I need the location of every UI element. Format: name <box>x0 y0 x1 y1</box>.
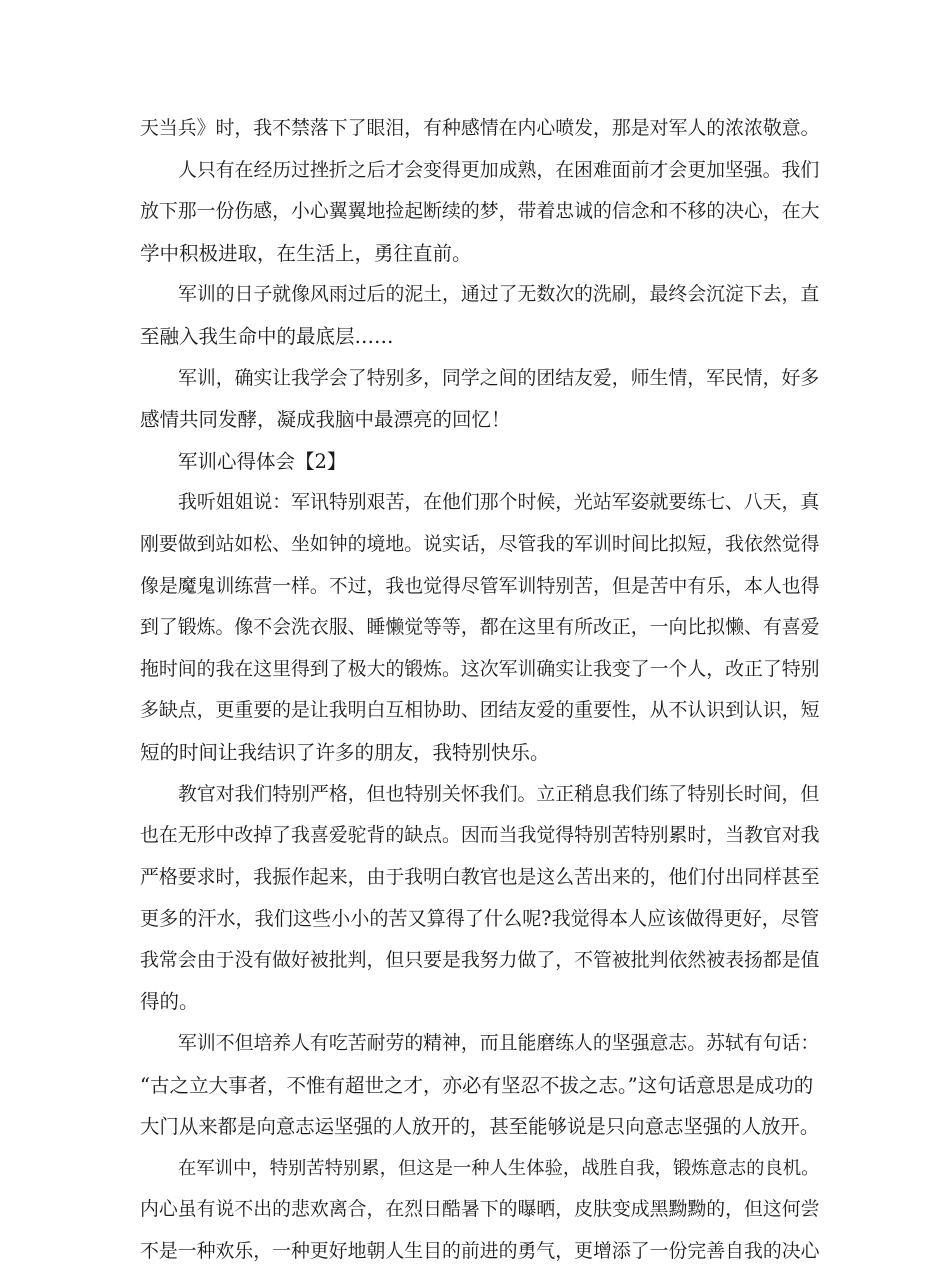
text-line: 放下那一份伤感，小心翼翼地捡起断续的梦，带着忠诚的信念和不移的决心，在大 <box>140 200 820 223</box>
text-line: 拖时间的我在这里得到了极大的锻炼。这次军训确实让我变了一个人，改正了特别 <box>140 657 820 680</box>
text-line: 到了锻炼。像不会洗衣服、睡懒觉等等，都在这里有所改正，一向比拟懒、有喜爱 <box>140 616 820 639</box>
text-line: 大门从来都是向意志运坚强的人放开的，甚至能够说是只向意志坚强的人放开。 <box>140 1115 820 1139</box>
text-line: 我常会由于没有做好被批判，但只要是我努力做了，不管被批判依然被表扬都是值 <box>140 948 820 971</box>
text-line: 更多的汗水，我们这些小小的苦又算得了什么呢?我觉得本人应该做得更好，尽管 <box>140 907 820 931</box>
text-line: 严格要求时，我振作起来，由于我明白教官也是这么苦出来的，他们付出同样甚至 <box>140 865 820 888</box>
text-line: 军训不但培养人有吃苦耐劳的精神，而且能磨练人的坚强意志。苏轼有句话： <box>178 1032 820 1055</box>
text-line: 刚要做到站如松、坐如钟的境地。说实话，尽管我的军训时间比拟短，我依然觉得 <box>140 532 820 555</box>
text-line: 内心虽有说不出的悲欢离合，在烈日酷暑下的曝晒，皮肤变成黑黝黝的，但这何尝 <box>140 1198 820 1221</box>
text-line: 不是一种欢乐，一种更好地朝人生目的前进的勇气，更增添了一份完善自我的决心 <box>140 1240 820 1263</box>
text-line: 得的。 <box>140 990 199 1014</box>
document-body <box>140 108 820 1273</box>
text-line: 我听姐姐说：军讯特别艰苦，在他们那个时候，光站军姿就要练七、八天，真 <box>178 491 820 514</box>
text-line: 至融入我生命中的最底层…… <box>140 324 394 348</box>
text-line: 军训，确实让我学会了特别多，同学之间的团结友爱，师生情，军民情，好多 <box>178 366 820 389</box>
text-line: 像是魔鬼训练营一样。不过，我也觉得尽管军训特别苦，但是苦中有乐，本人也得 <box>140 574 820 597</box>
text-line: 学中积极进取，在生活上，勇往直前。 <box>140 241 472 265</box>
text-line: 教官对我们特别严格，但也特别关怀我们。立正稍息我们练了特别长时间，但 <box>178 782 820 805</box>
text-line: “古之立大事者，不惟有超世之才，亦必有坚忍不拔之志。”这句话意思是成功的 <box>140 1073 814 1097</box>
text-line: 感情共同发酵，凝成我脑中最漂亮的回忆！ <box>140 408 511 432</box>
text-line: 在军训中，特别苦特别累，但这是一种人生体验，战胜自我，锻炼意志的良机。 <box>178 1157 820 1179</box>
text-line: 天当兵》时，我不禁落下了眼泪，有种感情在内心喷发，那是对军人的浓浓敬意。 <box>140 117 820 139</box>
text-line: 军训的日子就像风雨过后的泥土，通过了无数次的洗刷，最终会沉淀下去，直 <box>178 283 820 306</box>
text-line: 多缺点，更重要的是让我明白互相协助、团结友爱的重要性，从不认识到认识，短 <box>140 699 820 722</box>
text-line: 短的时间让我结识了许多的朋友，我特别快乐。 <box>140 740 550 764</box>
text-line: 也在无形中改掉了我喜爱驼背的缺点。因而当我觉得特别苦特别累时，当教官对我 <box>140 824 820 847</box>
text-line: 军训心得体会【2】 <box>178 449 347 473</box>
text-line: 人只有在经历过挫折之后才会变得更加成熟，在困难面前才会更加坚强。我们 <box>178 158 820 181</box>
